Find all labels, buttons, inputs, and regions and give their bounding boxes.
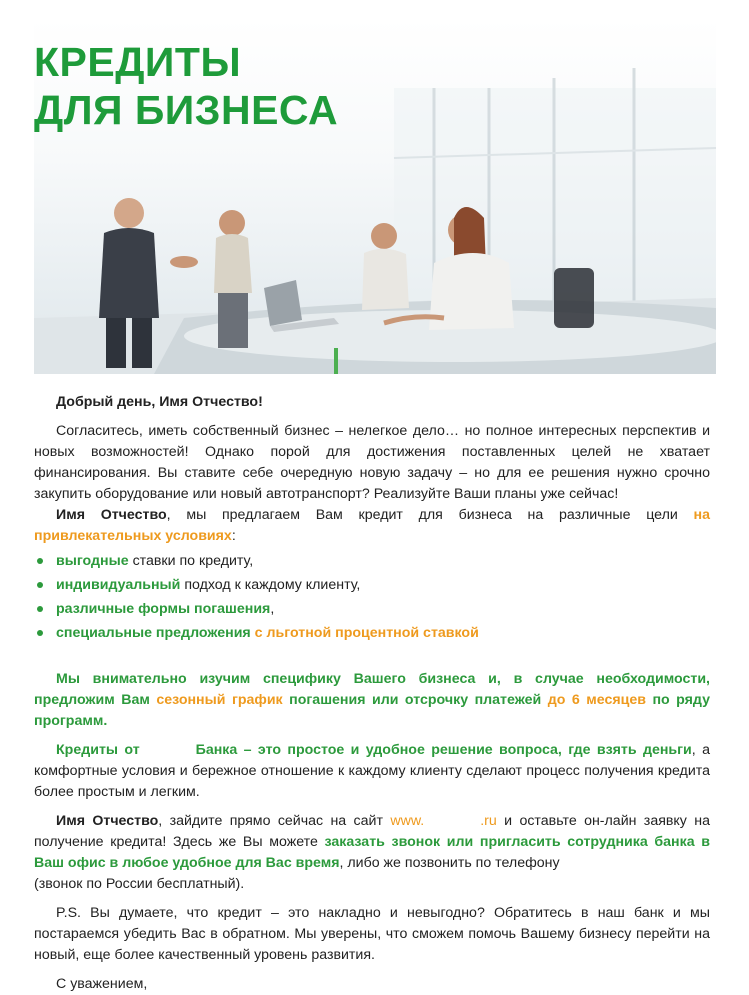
bullet-highlight: специальные предложения xyxy=(56,625,251,641)
study-text-2: погашения или отсрочку платежей xyxy=(282,692,548,708)
bank-paragraph xyxy=(34,740,710,803)
bullet-text: подход к каждому клиенту, xyxy=(180,577,361,593)
offer-terms: на привлекательных условиях xyxy=(34,507,710,544)
offer-text: , мы предлагаем Вам кредит для бизнеса на различные цели xyxy=(166,507,694,523)
deferral-period: до 6 месяцев xyxy=(547,692,646,708)
bullet-highlight: индивидуальный xyxy=(56,577,181,593)
bank-text-3: , а комфортные условия и бережное отношение к каждому клиенту сделают процесс получения кредита более простым и легким. xyxy=(34,742,710,800)
free-call-note: (звонок по России бесплатный). xyxy=(34,876,245,892)
study-paragraph xyxy=(34,669,710,732)
client-name: Имя Отчество xyxy=(56,507,167,523)
bullet-highlight: различные формы погашения xyxy=(56,601,271,617)
website-text: , зайдите прямо сейчас на сайт xyxy=(158,813,391,829)
list-item xyxy=(34,549,710,573)
bullet-highlight-orange: с льготной процентной ставкой xyxy=(254,625,479,641)
intro-paragraph: Согласитесь, иметь собственный бизнес – нелегкое дело… но полное интересных перспектив и новых возможностей! Однако порой для достижения поставленных целей не хватает финансирования. Вы ставите себе очередную новую задачу – но для ее решения нужно срочно закупить оборудование или новый автотранспорт? Реализуйте Ваши планы уже сейчас! xyxy=(34,423,710,502)
website-link-prefix[interactable]: www. xyxy=(390,813,425,829)
seasonal-schedule: сезонный график xyxy=(156,692,283,708)
list-item xyxy=(34,597,710,621)
page-title xyxy=(34,38,338,134)
bullet-text: ставки по кредиту, xyxy=(128,553,254,569)
client-name: Имя Отчество xyxy=(56,813,159,829)
bullet-highlight: выгодные xyxy=(56,553,129,569)
title-line-2: ДЛЯ БИЗНЕСА xyxy=(34,87,339,133)
website-paragraph xyxy=(34,811,710,895)
website-text-3: , либо же позвонить по телефону xyxy=(339,855,560,871)
bank-text-2: Банка – это простое и удобное решение вопроса, где взять деньги xyxy=(195,742,692,758)
offer-colon: : xyxy=(231,528,236,544)
letter-body xyxy=(34,392,710,995)
website-link-suffix[interactable]: .ru xyxy=(480,813,497,829)
callback-offer: заказать звонок или пригласить сотрудника банка в Ваш офис в любое удобное для Вас время xyxy=(34,834,710,871)
benefits-list xyxy=(34,549,710,645)
bank-text: Кредиты от xyxy=(56,742,140,758)
ps-paragraph: P.S. Вы думаете, что кредит – это накладно и невыгодно? Обратитесь в наш банк и мы постараемся убедить Вас в обратном. Мы уверены, что сможем помочь Вашему бизнесу перейти на новый, еще более качественный уровень развития. xyxy=(34,905,710,963)
bullet-text: , xyxy=(270,601,275,617)
study-text: Мы внимательно изучим специфику Вашего бизнеса и, в случае необходимости, предложим Вам xyxy=(34,671,710,708)
closing: С уважением, xyxy=(56,976,148,992)
list-item xyxy=(34,573,710,597)
list-item xyxy=(34,621,710,645)
study-text-3: по ряду программ. xyxy=(34,692,711,729)
offer-paragraph xyxy=(34,505,710,547)
title-line-1: КРЕДИТЫ xyxy=(34,39,242,85)
greeting: Добрый день, Имя Отчество! xyxy=(56,394,263,410)
website-text-2: и оставьте он-лайн заявку на получение кредита! Здесь же Вы можете xyxy=(34,813,710,850)
